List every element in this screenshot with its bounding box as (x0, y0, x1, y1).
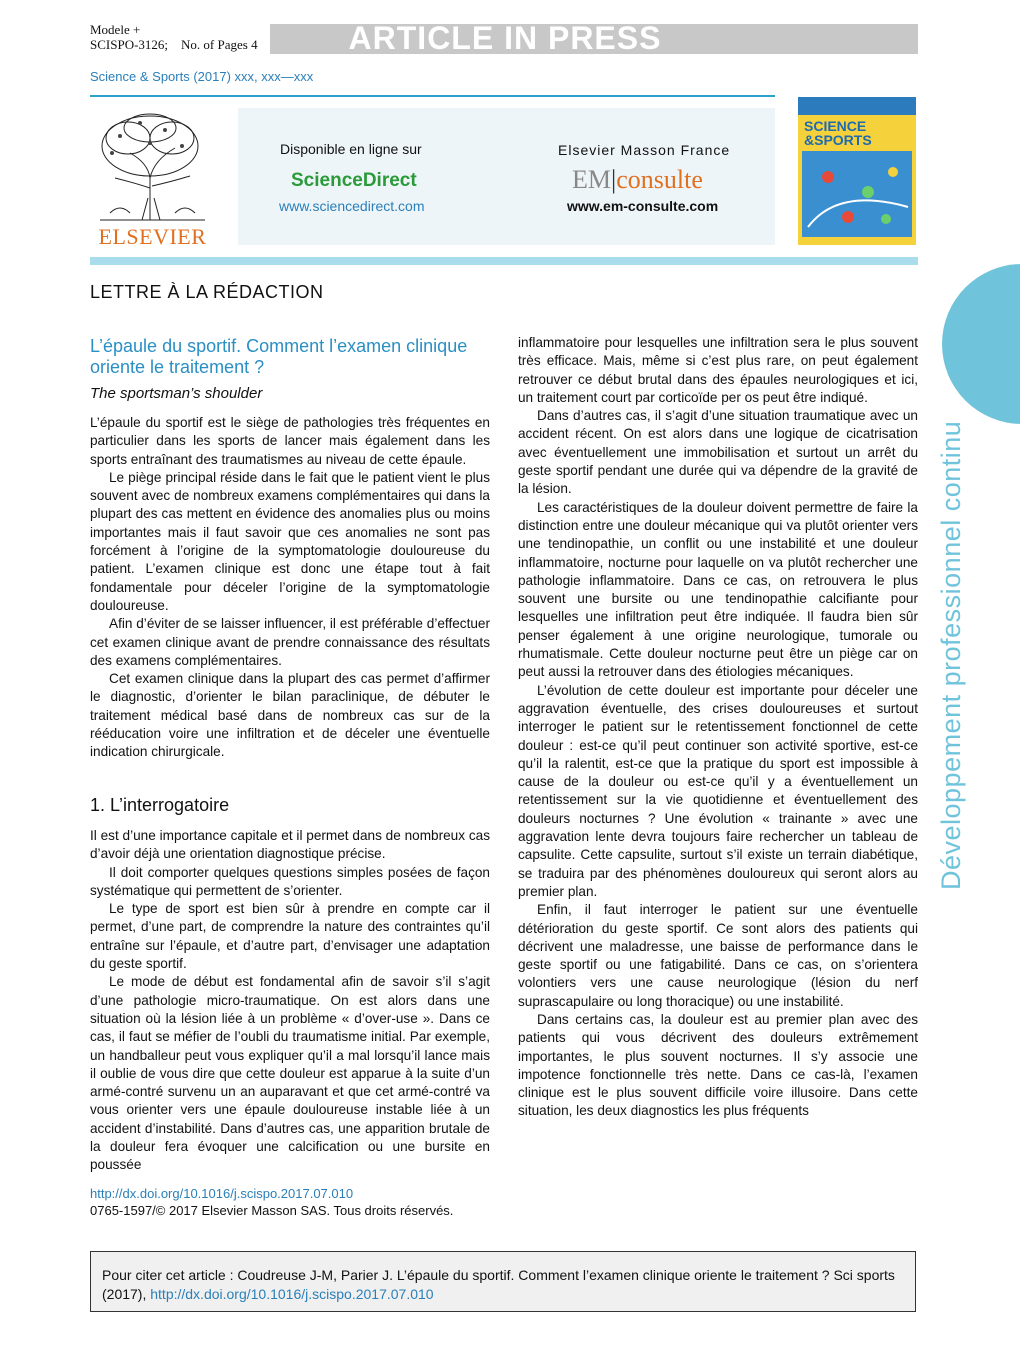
doi-link[interactable]: http://dx.doi.org/10.1016/j.scispo.2017.07.010 (90, 1186, 354, 1201)
paragraph: L’épaule du sportif est le siège de pathologies très fréquentes en particulier dans les sports de lancer mais également dans les sports entraînant des traumatismes au niveau de cette épaule. (90, 415, 490, 467)
article-in-press-banner: ARTICLE IN PRESS (348, 20, 662, 56)
pages-count: No. of Pages 4 (181, 37, 258, 52)
sciencedirect-link[interactable]: www.sciencedirect.com (279, 198, 425, 214)
citation-box (90, 1251, 916, 1312)
side-label: Développement professionnel continu (936, 420, 966, 890)
citation-doi-link[interactable]: http://dx.doi.org/10.1016/j.scispo.2017.07.010 (150, 1286, 434, 1302)
journal-cover (798, 97, 916, 245)
paragraph: Il doit comporter quelques questions simples posées de façon systématique qui permettent de s’orienter. (90, 864, 490, 898)
copyright: 0765-1597/© 2017 Elsevier Masson SAS. Tous droits réservés. (90, 1203, 454, 1218)
em-consulte-link[interactable]: www.em-consulte.com (567, 198, 719, 214)
paragraph: Cet examen clinique dans la plupart des cas permet d’affirmer le diagnostic, d’orienter le bilan paraclinique, de débuter le traitement médical basé dans de nombreux cas sur de la rééducation voire une infiltration et de déceler une éventuelle indication chirurgicale. (90, 671, 490, 760)
em-logo-left: EM (572, 165, 611, 194)
paragraph: Les caractéristiques de la douleur doivent permettre de faire la distinction entre une douleur mécanique qui va plutôt orienter vers une tendinopathie, un conflit ou une instabilité et une douleur inflammatoire, nocturne pour laquelle on va plutôt rechercher une pathologie inflammatoire. Dans ce cas, on retrouvera le plus souvent une bursite ou une tendinopathie calcifiante pour lesquelles une infiltration peut être indiquée. Il faudra bien sûr penser également à une origine neurologique, tumorale ou rhumatismale. Cette douleur nocturne peut être un piège car on peut aussi la retrouver dans des étiologies mécaniques. (518, 499, 918, 680)
paragraph: Le mode de début est fondamental afin de savoir s’il s’agit d’une pathologie micro-traumatique. On est alors dans une situation où la lésion liée à un problème « d’over-use ». Dans ce cas, il faut se méfier de l’oubli du traumatisme initial. Par exemple, un handballeur peut vous expliquer qu’il a mal lorsqu’il lance mais il oublie de vous dire que cette douleur est apparue à la suite d’un armé-contré survenu un an auparavant et que cet armé-contré va vous orienter vers une épaule douloureuse instable liée à un accident d’instabilité. Dans d’autres cas, une apparition brutale de la douleur fera évoquer une calcification ou une bursite en poussée (90, 974, 490, 1173)
heading-interrogatoire: 1. L’interrogatoire (90, 795, 230, 815)
article-subtitle: The sportsman’s shoulder (90, 385, 263, 402)
paragraph: Enfin, il faut interroger le patient sur une éventuelle détérioration du geste sportif. Ce sont alors des patients qui décrivent une maladresse, une baisse de performance dans le geste sportif ou une fatigabilité. Dans ce cas, on s’orientera volontiers vers une cause neurologique (lésion du nerf suprascapulaire ou long thoracique) ou une instabilité. (518, 902, 918, 1009)
column-1-intro (90, 414, 490, 762)
paragraph: Le piège principal réside dans le fait que le patient vient le plus souvent avec de nombreux examens complémentaires qui dans la plupart des cas mettent en évidence des anomalies plus ou moins importantes mais il faut savoir que ces anomalies ne sont pas forcément à l’origine de la symptomatologie douloureuse du patient. L’examen clinique est donc une étape tout à fait fondamentale pour déceler l’origine de la symptomatologie douloureuse. (90, 469, 490, 613)
side-tab-circle (942, 264, 1020, 424)
section-divider (90, 257, 918, 265)
citation-text: Pour citer cet article : Coudreuse J-M, Parier J. L’épaule du sportif. Comment l’examen clinique oriente le traitement ? Sci sports (2017), (102, 1267, 895, 1302)
journal-citation[interactable]: Science & Sports (2017) xxx, xxx—xxx (90, 69, 314, 84)
paragraph: Le type de sport est bien sûr à prendre en compte car il permet, d’une part, de comprendre la nature des contraintes qu’il entraîne sur l’épaule, et d’autre part, d’envisager une adaptation du geste sportif. (90, 901, 490, 972)
em-consulte-logo[interactable]: EM|consulte (572, 165, 703, 194)
paragraph: Dans d’autres cas, il s’agit d’une situation traumatique avec un accident récent. On est alors dans une logique de cicatrisation avec éventuellement une immobilisation et surtout un arrêt du geste sportif pendant une durée qui va dépendre de la gravité de la lésion. (518, 408, 918, 497)
article-ref: SCISPO-3126; (90, 37, 169, 52)
sciencedirect-logo[interactable]: ScienceDirect (291, 170, 417, 191)
column-2 (518, 334, 918, 1121)
available-online-label: Disponible en ligne sur (280, 141, 422, 157)
article-title: L’épaule du sportif. Comment l’examen clinique oriente le traitement ? (90, 336, 468, 377)
cover-title-2: &SPORTS (804, 132, 872, 148)
paragraph: Dans certains cas, la douleur est au premier plan avec des patients qui vous décrivent des douleurs extrêmement importantes, le plus souvent nocturnes. Il s’y associe une impotence fonctionnelle très nette. Dans ce cas-là, l’examen clinique est le plus souvent difficile voire illusoire. Dans cette situation, les deux diagnostics les plus fréquents (518, 1011, 918, 1119)
paragraph: Afin d’éviter de se laisser influencer, il est préférable d’effectuer cet examen clinique avant de prendre connaissance des résultats des examens complémentaires. (90, 616, 490, 668)
elsevier-masson-label: Elsevier Masson France (558, 142, 731, 158)
elsevier-wordmark: ELSEVIER (98, 224, 207, 249)
model-label: Modele + (90, 22, 141, 37)
column-1-section (90, 827, 490, 1175)
paragraph: Il est d’une importance capitale et il permet dans de nombreux cas d’avoir déjà une orientation diagnostique précise. (90, 828, 490, 862)
em-logo-right: consulte (616, 165, 703, 194)
cover-title-1: SCIENCE (804, 118, 867, 134)
paragraph: L’évolution de cette douleur est importante pour déceler une aggravation éventuelle, des crises douloureuses et surtout interroger le patient sur le retentissement fonctionnel de cette douleur : est-ce qu’il peut continuer son activité sportive, est-ce qu’il la ralentit, est-ce que la pratique du sport est impossible à cause de la douleur ou est-ce qu’il y a éventuellement un retentissement sur la vie quotidienne et éventuellement des douleurs nocturnes ? Une évolution « trainante » avec une aggravation lente devra toujours faire rechercher un tableau de capsulite. Cette capsulite, surtout s’il existe un terrain diabétique, se traduira par des phénomènes douloureux qui seront alors au premier plan. (518, 682, 918, 899)
section-label: LETTRE À LA RÉDACTION (90, 282, 324, 302)
header-meta (90, 22, 258, 52)
header-divider (90, 95, 775, 97)
paragraph: inflammatoire pour lesquelles une infiltration sera le plus souvent très efficace. Mais, même si c’est plus rare, on peut également retrouver ce début brutal dans des épaules neurologiques et ici, un traitement court par corticoïde per os peut être indiqué. (518, 335, 918, 405)
